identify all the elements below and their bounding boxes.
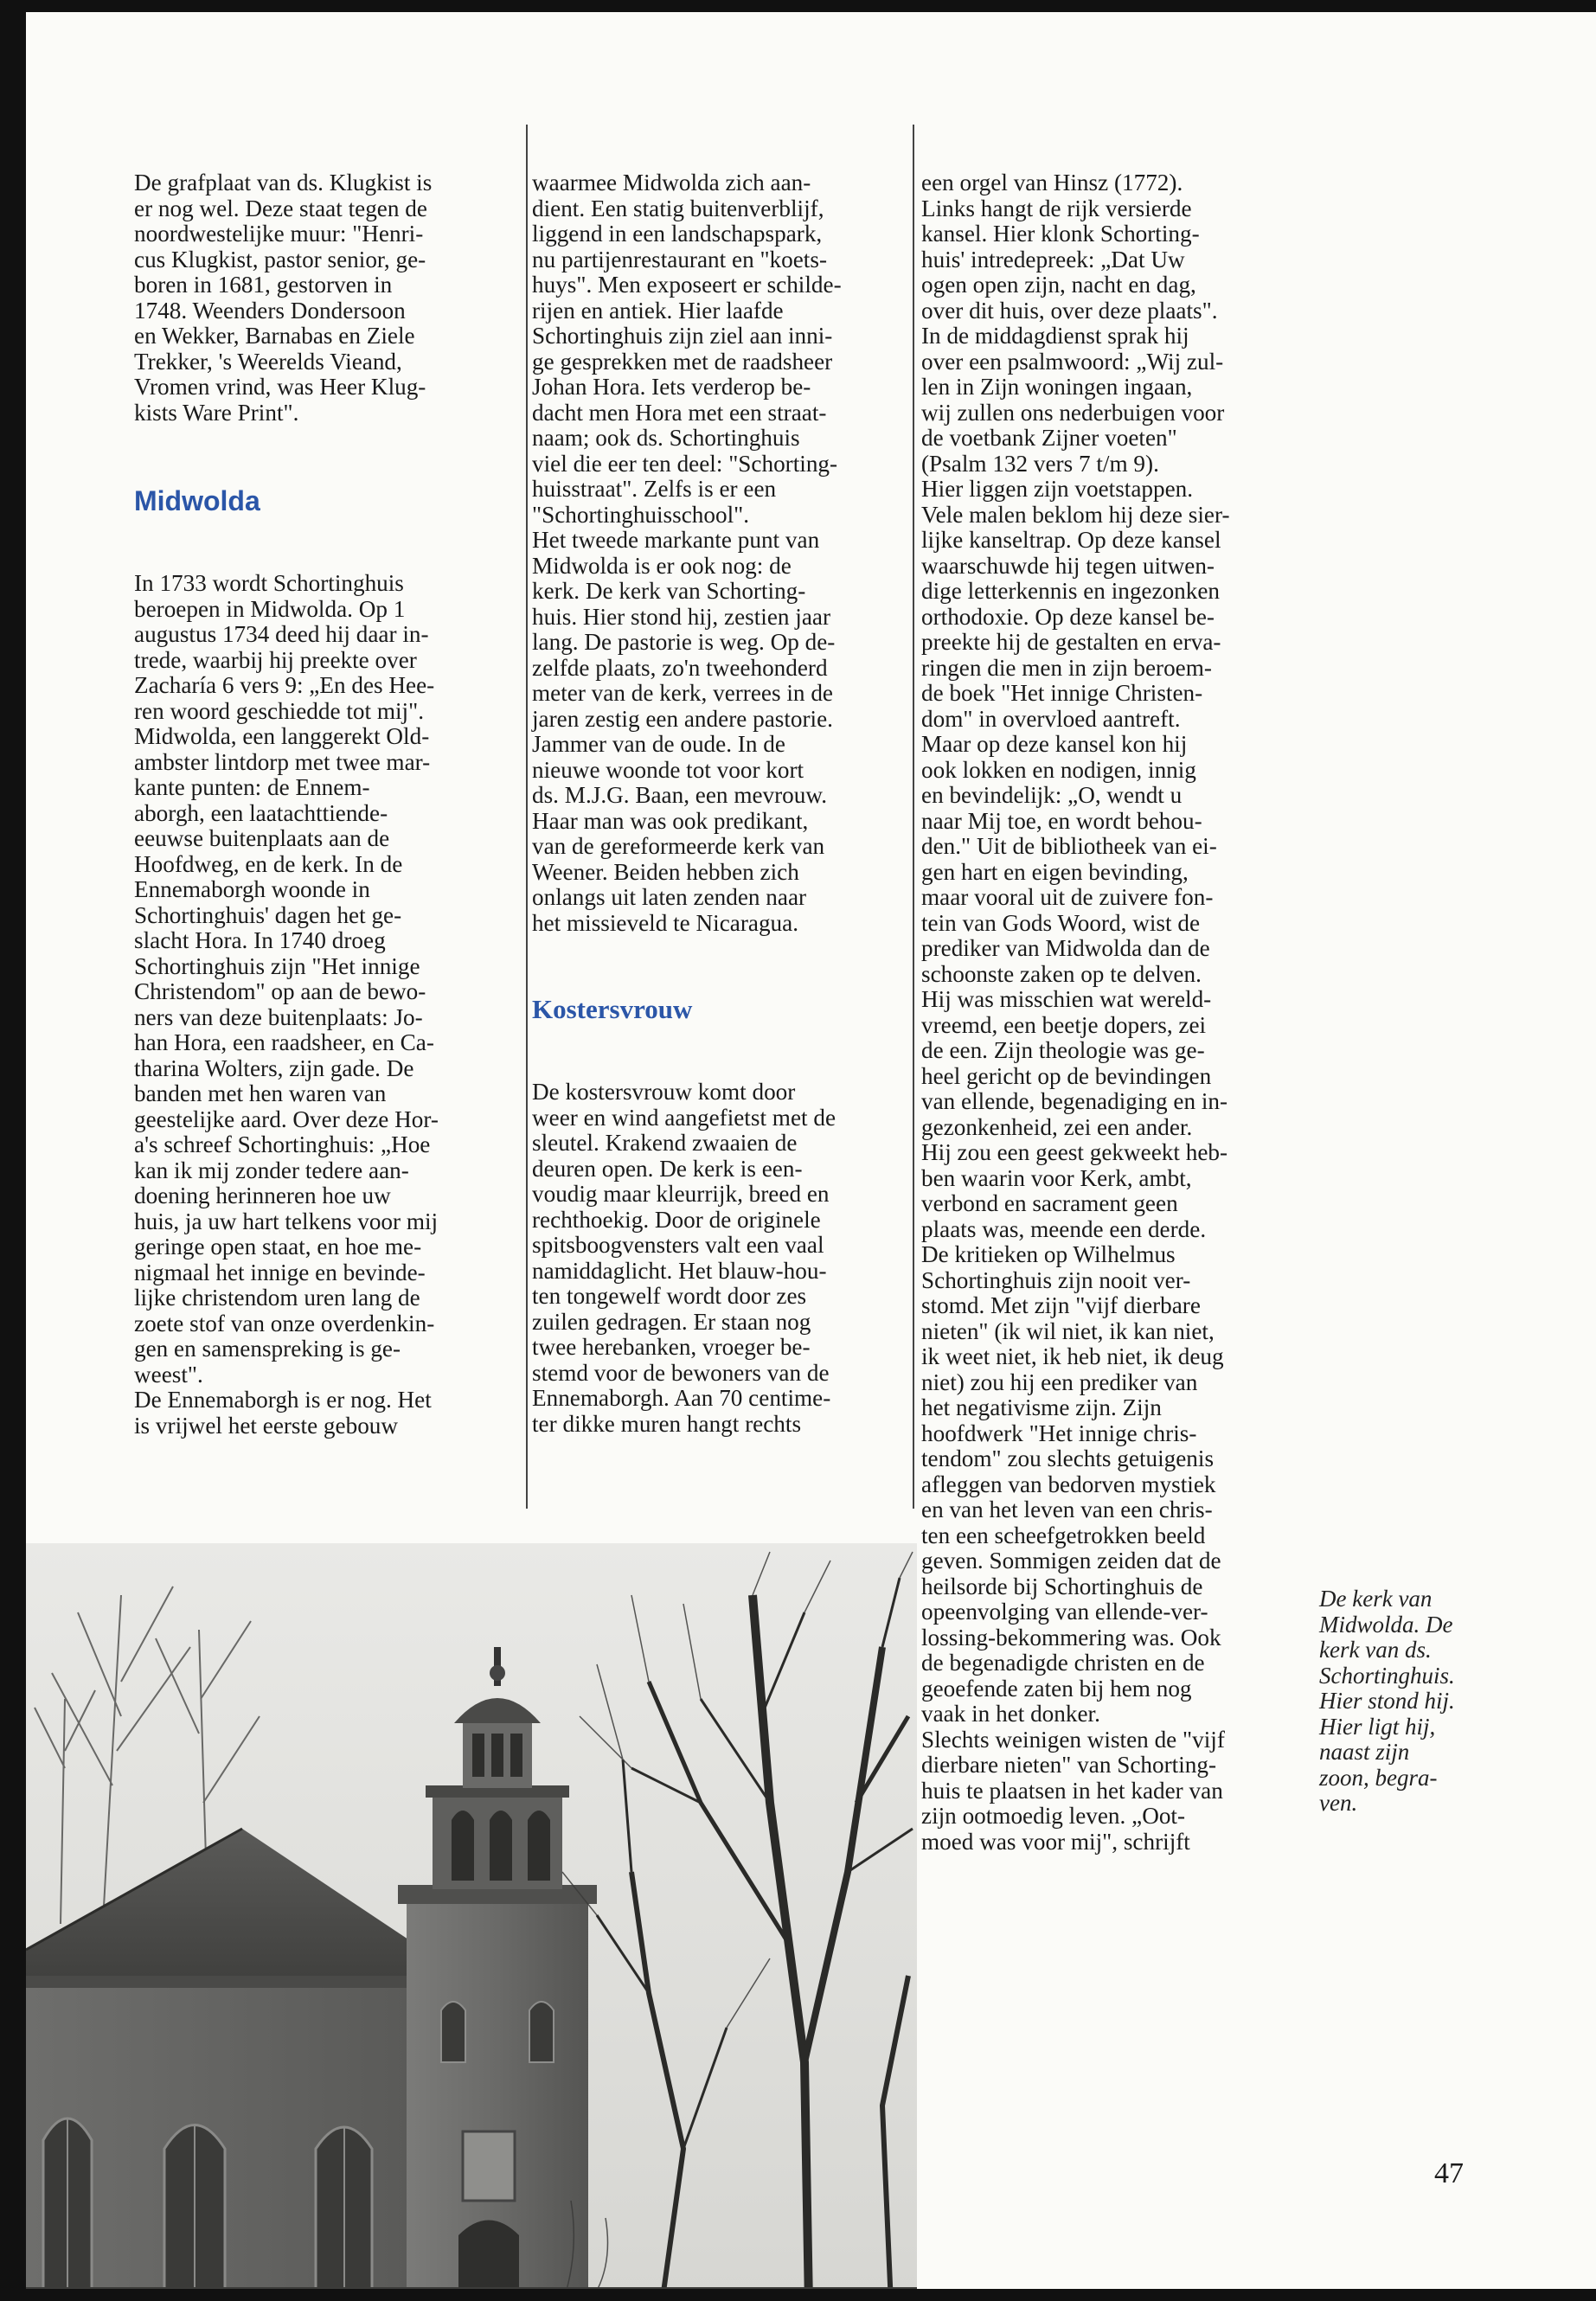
scan-edge bbox=[0, 2289, 1596, 2301]
column2-paragraph-2: De kostersvrouw komt door weer en wind aangefietst met de sleutel. Krakend zwaaien de deuren open. De kerk is een- voudig maar kleurrijk, breed en rechthoekig. Door de originele spitsboogvensters valt een vaal namiddaglicht. Het blauw-hou- ten tongewelf wordt door zes zuilen gedragen. Er staan nog twee herebanken, vroeger be- stemd voor de bewoners van de Ennemaborgh. Aan 70 centime- ter dikke muren hangt rechts bbox=[532, 1079, 836, 1437]
section-heading-kostersvrouw: Kostersvrouw bbox=[532, 994, 693, 1024]
column1-paragraph-1: De grafplaat van ds. Klugkist is er nog wel. Deze staat tegen de noordwestelijke muur: "Henri- cus Klugkist, pastor senior, ge- boren in 1681, gestorven in 1748. Weenders Dondersoon en Wekker, Barnabas en Ziele Trekker, 's Weerelds Vieand, Vromen vrind, was Heer Klug- kists Ware Print". bbox=[134, 170, 433, 426]
text-column-2 bbox=[532, 119, 926, 1488]
column1-paragraph-2: In 1733 wordt Schortinghuis beroepen in Midwolda. Op 1 augustus 1734 deed hij daar in- trede, waarbij hij preekte over Zacharía 6 vers 9: „En des Hee- ren woord geschiedde tot mij". Midwolda, een langgerekt Old- ambster lintdorp met twee mar- kante punten: de Ennem- aborgh, een laatachttiende- eeuwse buitenplaats aan de Hoofdweg, en de kerk. In de Ennemaborgh woonde in Schortinghuis' dagen het ge- slacht Hora. In 1740 droeg Schortinghuis zijn "Het innige Christendom" op aan de bewo- ners van deze buitenplaats: Jo- han Hora, een raadsheer, en Ca- tharina Wolters, zijn gade. De banden met hen waren van geestelijke aard. Over deze Hor- a's schreef Schortinghuis: „Hoe kan ik mij zonder tedere aan- doening herinneren hoe uw huis, ja uw hart telkens voor mij geringe open staat, en hoe me- nigmaal het innige en bevinde- lijke christendom uren lang de zoete stof van onze overdenkin- gen en samenspreking is ge- weest". De Ennemaborgh is er nog. Het is vrijwel het eerste gebouw bbox=[134, 570, 439, 1439]
column-divider-2 bbox=[913, 125, 914, 1509]
text-column-1 bbox=[134, 119, 519, 1490]
church-windows bbox=[43, 2118, 372, 2289]
column3-paragraph-1: een orgel van Hinsz (1772). Links hangt de rijk versierde kansel. Hier klonk Schorting- huis' intredepreek: „Dat Uw ogen open zijn, nacht en dag, over dit huis, over deze plaats". In de middagdienst sprak hij over een psalmwoord: „Wij zul- len in Zijn woningen ingaan, wij zullen ons nederbuigen voor de voetbank Zijner voeten" (Psalm 132 vers 7 t/m 9). Hier liggen zijn voetstappen. Vele malen beklom hij deze sier- lijke kanseltrap. Op deze kansel waarschuwde hij tegen uitwen- dige letterkennis en ingezonken orthodoxie. Op deze kansel be- preekte hij de gestalten en erva- ringen die men in zijn beroem- de boek "Het innige Christen- dom" in overvloed aantreft. Maar op deze kansel kon hij ook lokken en nodigen, innig en bevindelijk: „O, wendt u naar Mij toe, en wordt behou- den." Uit de bibliotheek van ei- gen hart en eigen bevinding, maar vooral uit de zuivere fon- tein van Gods Woord, wist de prediker van Midwolda dan de schoonste zaken op te delven. Hij was misschien wat wereld- vreemd, een beetje dopers, zei de een. Zijn theologie was ge- heel gericht op de bevindingen van ellende, begenadiging en in- gezonkenheid, zei een ander. Hij zou een geest gekweekt heb- ben waarin voor Kerk, ambt, verbond en sacrament geen plaats was, meende een derde. De kritieken op Wilhelmus Schortinghuis zijn nooit ver- stomd. Met zijn "vijf dierbare nieten" (ik wil niet, ik kan niet, ik weet niet, ik heb niet, ik deug niet) zou hij een prediker van het negativisme zijn. Zijn hoofdwerk "Het innige chris- tendom" zou slechts getuigenis afleggen van bedorven mystiek en van het leven van een chris- ten een scheefgetrokken beeld geven. Sommigen zeiden dat de heilsorde bij Schortinghuis de opeenvolging van ellende-ver- lossing-bekommering was. Ook de begenadigde christen en de geoefende zaten bij hem nog vaak in het donker. Slechts weinigen wisten de "vijf dierbare nieten" van Schorting- huis te plaatsen in het kader van zijn ootmoedig leven. „Oot- moed was voor mij", schrijft bbox=[921, 170, 1230, 1855]
magazine-page bbox=[26, 12, 1596, 2289]
page-number: 47 bbox=[1434, 2157, 1464, 2189]
column-divider-1 bbox=[526, 125, 528, 1509]
tower-plaque bbox=[463, 2131, 515, 2201]
tower-door bbox=[458, 2221, 519, 2290]
photo-caption: De kerk van Midwolda. De kerk van ds. Schortinghuis. Hier stond hij. Hier ligt hij, naast zijn zoon, begra- ven. bbox=[1319, 1586, 1455, 1816]
church-photo bbox=[26, 1543, 917, 2289]
text-column-3 bbox=[921, 119, 1328, 1906]
column2-paragraph-1: waarmee Midwolda zich aan- dient. Een statig buitenverblijf, liggend in een landschapspark, nu partijenrestaurant en "koets- huys". Men exposeert er schilde- rijen en antiek. Hier laafde Schortinghuis zijn ziel aan inni- ge gesprekken met de raadsheer Johan Hora. Iets verderop be- dacht men Hora met een straat- naam; ook ds. Schortinghuis viel die eer ten deel: "Schorting- huisstraat". Zelfs is er een "Schortinghuisschool". Het tweede markante punt van Midwolda is er ook nog: de kerk. De kerk van Schorting- huis. Hier stond hij, zestien jaar lang. De pastorie is weg. Op de- zelfde plaats, zo'n tweehonderd meter van de kerk, verrees in de jaren zestig een andere pastorie. Jammer van de oude. In de nieuwe woonde tot voor kort ds. M.J.G. Baan, een mevrouw. Haar man was ook predikant, van de gereformeerde kerk van Weener. Beiden hebben zich onlangs uit laten zenden naar het missieveld te Nicaragua. bbox=[532, 170, 842, 936]
section-heading-midwolda: Midwolda bbox=[134, 485, 260, 516]
